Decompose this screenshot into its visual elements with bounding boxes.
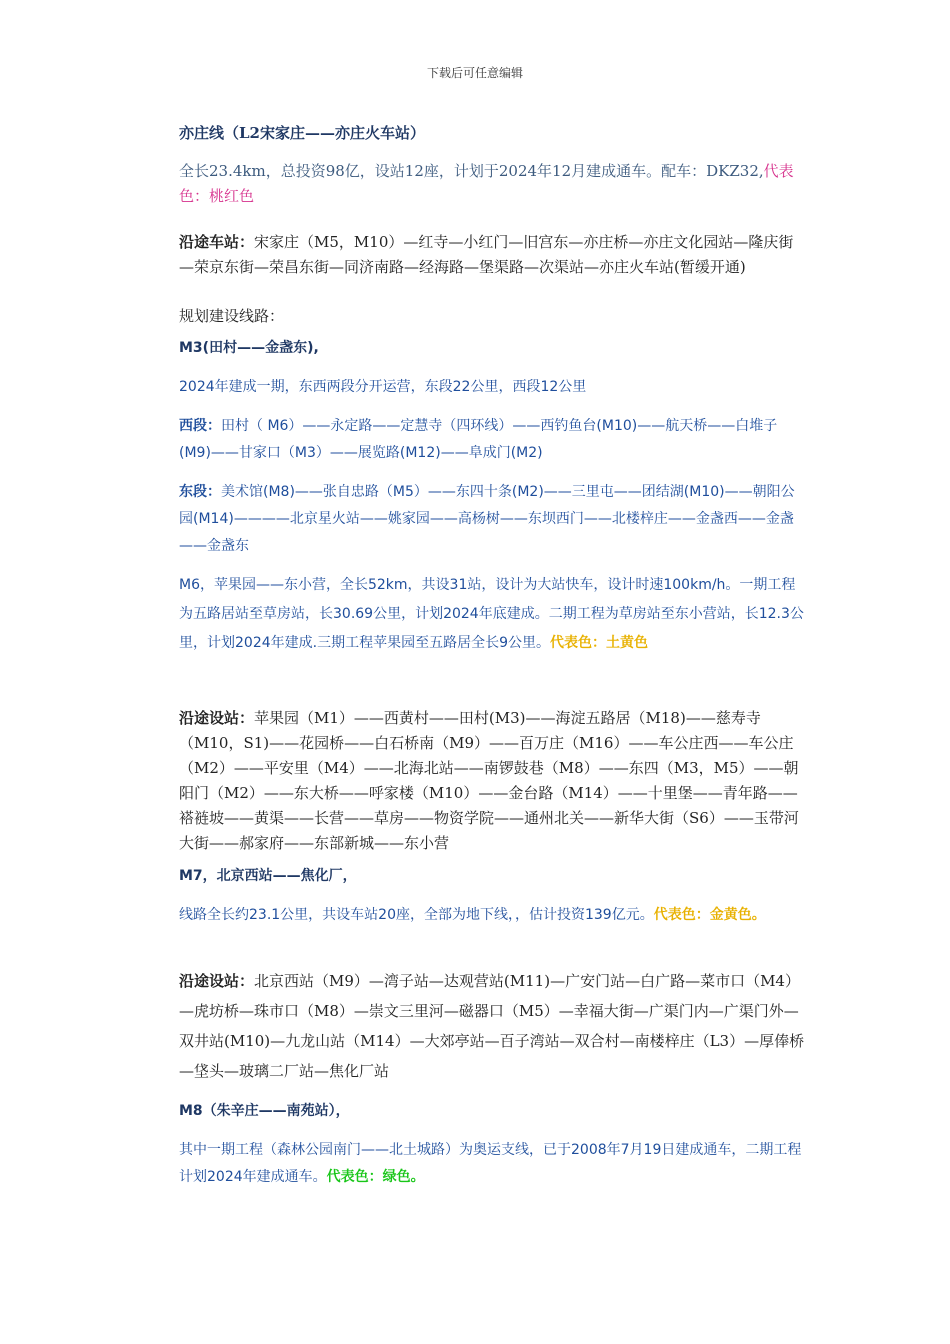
yizhuang-desc — [143, 159, 808, 209]
m8-desc — [143, 1137, 808, 1191]
m3-west-label: 西段： — [179, 418, 221, 434]
m3-west-text: 田村（ M6）——永定路——定慧寺（四环线）——西钓鱼台(M10)——航天桥——白堆子(M9)——甘家口（M3）——展览路(M12)——阜成门(M2) — [179, 418, 778, 461]
yizhuang-stations-label: 沿途车站： — [179, 233, 255, 251]
m3-east-label: 东段： — [179, 484, 221, 500]
m7-title: M7，北京西站——焦化厂， — [179, 868, 357, 884]
m8-title: M8（朱辛庄——南苑站）， — [179, 1103, 350, 1119]
m6-color-name: 土黄色 — [606, 635, 648, 651]
yizhuang-stations-text: 宋家庄（M5，M10）—红寺—小红门—旧宫东—亦庄桥—亦庄文化园站—隆庆街—荣京东街—荣昌东街—同济南路—经海路—堡渠路—次渠站—亦庄火车站(暂缓开通) — [179, 233, 794, 276]
m6-desc — [143, 571, 808, 658]
m7-stations-label: 沿途设站： — [179, 972, 255, 990]
yizhuang-color-label: 代表色： — [179, 162, 794, 205]
m7-stations — [143, 966, 808, 1086]
m7-color-label: 代表色： — [653, 907, 710, 923]
m6-stations — [143, 706, 808, 856]
m6-desc-text: M6，苹果园——东小营，全长52km，共设31站，设计为大站快车，设计时速100km/h。一期工程为五路居站至草房站，长30.69公里，计划2024年底建成。二期工程为草房站至东小营站，长12.3公里，计划2024年建成.三期工程苹果园至五路居全长9公里。 — [179, 577, 804, 651]
yizhuang-stations — [143, 230, 808, 280]
m6-color-label: 代表色： — [550, 635, 606, 651]
planned-label: 规划建设线路： — [179, 307, 285, 325]
m7-stations-text: 北京西站（M9）—湾子站—达观营站(M11)—广安门站—白广路—菜市口（M4）—虎坊桥—珠市口（M8）—崇文三里河—磁器口（M5）—幸福大街—广渠门内—广渠门外—双井站(M10)—九龙山站（M14）—大郊亭站—百子湾站—双合村—南楼梓庄（L3）—厚俸桥—垡头—玻璃二厂站—焦化厂站 — [179, 972, 805, 1080]
m6-stations-text: 苹果园（M1）——西黄村——田村(M3)——海淀五路居（M18)——慈寿寺（M10，S1)——花园桥——白石桥南（M9）——百万庄（M16）——车公庄西——车公庄（M2）——平安里（M4）——北海北站——南锣鼓巷（M8）——东四（M3，M5）——朝阳门（M2）——东大桥——呼家楼（M10）——金台路（M14）——十里堡——青年路——褡裢坡——黄渠——长营——草房——物资学院——通州北关——新华大街（S6）——玉带河大街——郝家府——东部新城——东小营 — [179, 709, 799, 852]
yizhuang-desc-text: 全长23.4km，总投资98亿，设站12座，计划于2024年12月建成通车。配车：DKZ32, — [179, 162, 764, 180]
m3-east-text: 美术馆(M8)——张自忠路（M5）——东四十条(M2)——三里屯——团结湖(M10)——朝阳公园(M14)————北京星火站——姚家园——高杨树——东坝西门——北楼梓庄——金盏西——金盏——金盏东 — [179, 484, 795, 554]
yizhuang-title: 亦庄线（L2宋家庄——亦庄火车站） — [179, 124, 425, 142]
m6-stations-label: 沿途设站： — [179, 709, 255, 727]
m7-desc-text: 线路全长约23.1公里，共设车站20座，全部为地下线，，估计投资139亿元。 — [179, 907, 654, 923]
yizhuang-color-name: 桃红色 — [209, 187, 255, 205]
m3-desc: 2024年建成一期，东西两段分开运营，东段22公里，西段12公里 — [179, 379, 587, 395]
m8-color-label: 代表色： — [326, 1169, 383, 1185]
m3-title: M3(田村——金盏东), — [179, 340, 319, 356]
m7-desc — [143, 902, 808, 929]
m7-color-name: 金黄色。 — [709, 907, 766, 923]
m8-color-name: 绿色。 — [382, 1169, 425, 1185]
m3-east — [143, 479, 808, 560]
page-header: 下载后可任意编辑 — [426, 66, 523, 80]
m8-desc-text: 其中一期工程（森林公园南门——北土城路）为奥运支线，已于2008年7月19日建成通车，二期工程计划2024年建成通车。 — [179, 1142, 802, 1185]
m3-west — [143, 413, 808, 467]
